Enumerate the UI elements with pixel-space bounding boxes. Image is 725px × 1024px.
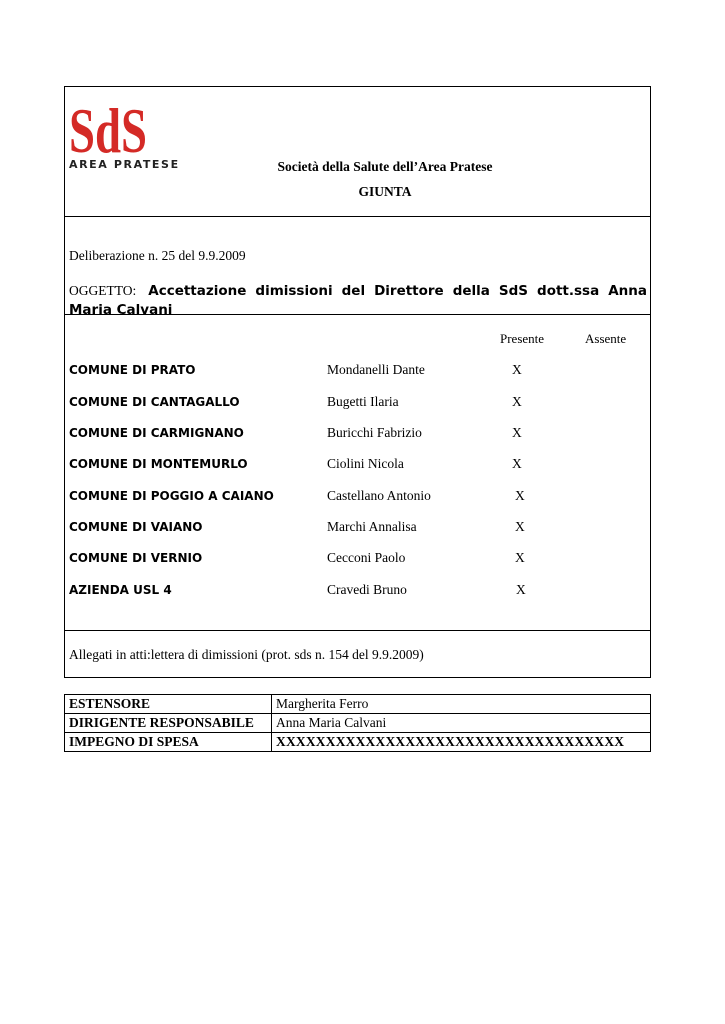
member-name: Bugetti Ilaria bbox=[327, 394, 399, 409]
logo-subtitle: AREA PRATESE bbox=[69, 158, 180, 171]
member-name: Buricchi Fabrizio bbox=[327, 425, 422, 440]
entity-name: COMUNE DI PRATO bbox=[69, 363, 196, 377]
entity-name: COMUNE DI VAIANO bbox=[69, 520, 203, 534]
org-name: Società della Salute dell’Area Pratese bbox=[277, 159, 493, 174]
responsibility-table bbox=[64, 694, 651, 752]
member-name: Mondanelli Dante bbox=[327, 362, 425, 377]
entity-name: COMUNE DI CANTAGALLO bbox=[69, 395, 240, 409]
present-mark: X bbox=[512, 362, 522, 377]
entity-name: COMUNE DI MONTEMURLO bbox=[69, 457, 248, 471]
subject-block bbox=[69, 281, 647, 320]
field-label: IMPEGNO DI SPESA bbox=[65, 733, 272, 752]
subject-label: OGGETTO: bbox=[69, 283, 137, 298]
present-mark: X bbox=[512, 394, 522, 409]
present-mark: X bbox=[516, 582, 526, 597]
body-name: GIUNTA bbox=[358, 184, 412, 199]
present-mark: X bbox=[515, 519, 525, 534]
member-name: Cecconi Paolo bbox=[327, 550, 406, 565]
table-row bbox=[65, 695, 651, 714]
present-mark: X bbox=[515, 550, 525, 565]
field-label: ESTENSORE bbox=[65, 695, 272, 714]
table-row bbox=[65, 733, 651, 752]
attachments-note: Allegati in atti:lettera di dimissioni (prot. sds n. 154 del 9.9.2009) bbox=[69, 647, 424, 662]
field-label: DIRIGENTE RESPONSABILE bbox=[65, 714, 272, 733]
member-name: Marchi Annalisa bbox=[327, 519, 417, 534]
field-value: XXXXXXXXXXXXXXXXXXXXXXXXXXXXXXXXXXX bbox=[272, 733, 651, 752]
member-name: Ciolini Nicola bbox=[327, 456, 404, 471]
divider-attachments bbox=[64, 630, 651, 631]
present-mark: X bbox=[512, 456, 522, 471]
subject-text: Accettazione dimissioni del Direttore della SdS dott.ssa Anna Maria Calvani bbox=[69, 283, 647, 318]
deliberation-number: Deliberazione n. 25 del 9.9.2009 bbox=[69, 248, 246, 263]
field-value: Margherita Ferro bbox=[272, 695, 651, 714]
entity-name: AZIENDA USL 4 bbox=[69, 583, 172, 597]
present-mark: X bbox=[515, 488, 525, 503]
entity-name: COMUNE DI CARMIGNANO bbox=[69, 426, 244, 440]
present-mark: X bbox=[512, 425, 522, 440]
member-name: Cravedi Bruno bbox=[327, 582, 407, 597]
col-absent-header: Assente bbox=[585, 331, 627, 346]
divider-header bbox=[64, 216, 651, 217]
sds-logo-text: SdS bbox=[69, 98, 147, 156]
entity-name: COMUNE DI POGGIO A CAIANO bbox=[69, 489, 274, 503]
col-present-header: Presente bbox=[500, 331, 545, 346]
sds-logo bbox=[69, 98, 149, 156]
entity-name: COMUNE DI VERNIO bbox=[69, 551, 203, 565]
table-row bbox=[65, 714, 651, 733]
field-value: Anna Maria Calvani bbox=[272, 714, 651, 733]
member-name: Castellano Antonio bbox=[327, 488, 431, 503]
